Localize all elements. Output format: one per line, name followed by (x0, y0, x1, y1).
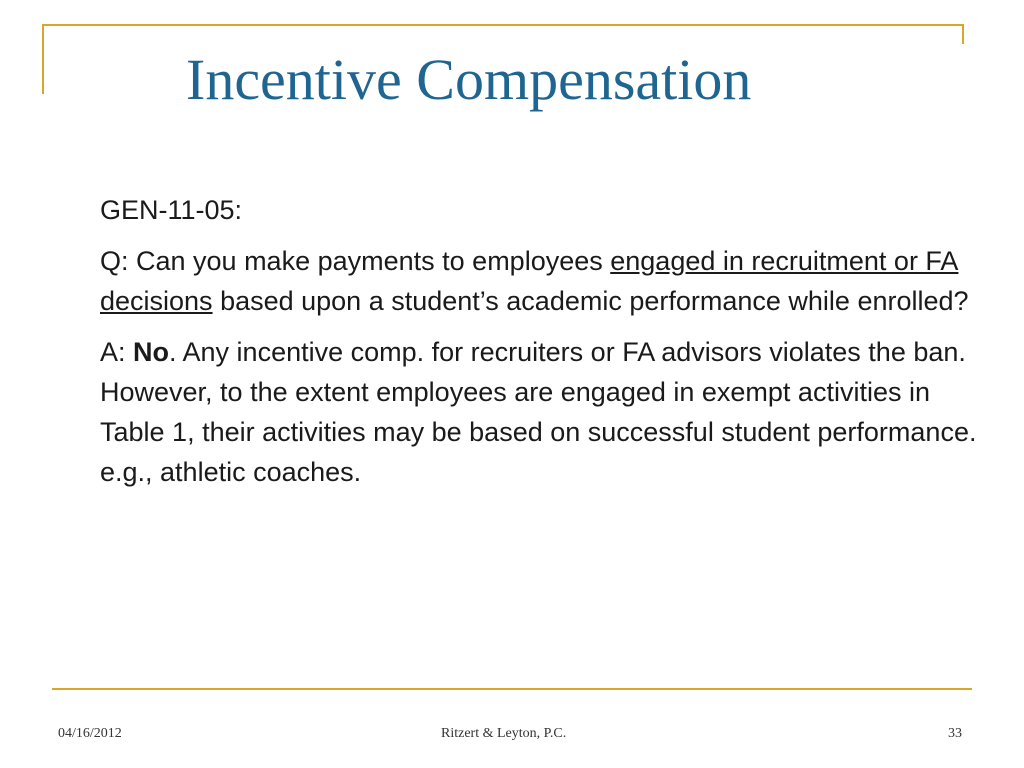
frame-left-border (42, 24, 44, 94)
footer-date: 04/16/2012 (58, 726, 122, 741)
question-suffix: based upon a student’s academic performance while enrolled? (212, 286, 969, 316)
answer-bold: No (133, 337, 170, 367)
frame-right-border (962, 24, 964, 44)
question-prefix: Q: Can you make payments to employees (100, 246, 611, 276)
question-paragraph (100, 241, 980, 321)
footer-firm: Ritzert & Leyton, P.C. (441, 726, 567, 741)
frame-top-border (42, 24, 964, 26)
answer-paragraph (100, 332, 980, 492)
answer-prefix: A: (100, 337, 134, 367)
slide-title: Incentive Compensation (186, 47, 752, 112)
answer-rest: . Any incentive comp. for recruiters or FA advisors violates the ban. However, to the extent employees are engaged in exempt activities in Table 1, their activities may be based on successful student performance. e.g., athletic coaches. (100, 337, 977, 487)
question-underlined: engaged in recruitment or FA decisions (100, 246, 959, 316)
slide-body (100, 190, 980, 503)
footer-page-number: 33 (948, 726, 962, 741)
heading-paragraph: GEN-11-05: (100, 195, 243, 225)
footer-divider (52, 688, 972, 690)
